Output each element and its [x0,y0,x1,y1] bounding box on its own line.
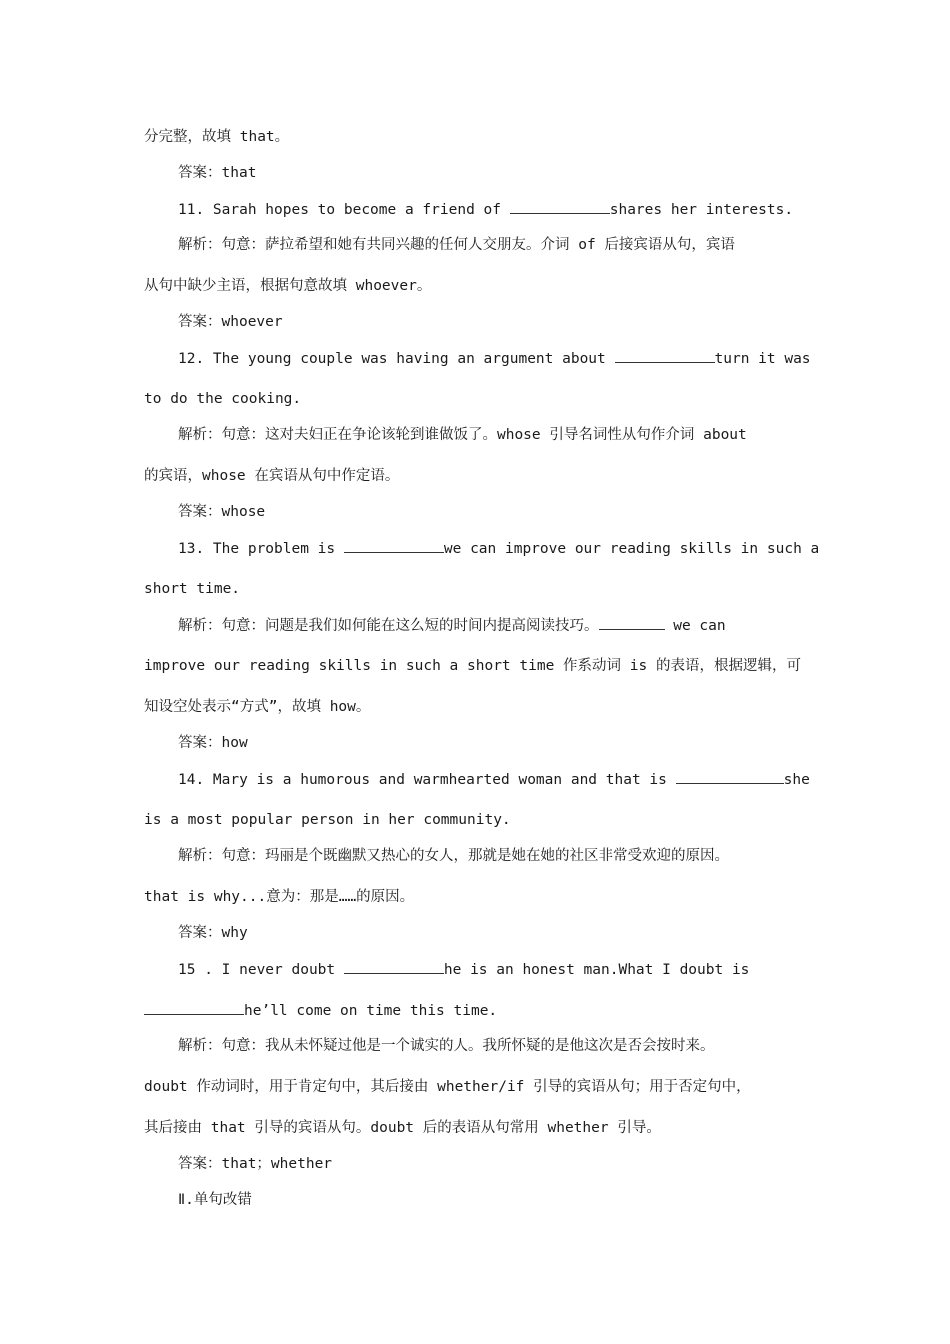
text-line: 从句中缺少主语，根据句意故填 whoever。 [144,278,432,294]
fill-blank [144,1000,244,1015]
analysis-line: 解析：句意：玛丽是个既幽默又热心的女人，那就是她在她的社区非常受欢迎的原因。 [178,848,729,864]
text-line: to do the cooking. [144,391,302,407]
section-heading: Ⅱ.单句改错 [178,1192,252,1208]
answer-line: 答案：that [178,165,257,181]
answer-line: 答案：how [178,735,248,751]
question-14 [178,769,810,790]
question-11 [178,199,793,220]
answer-line: 答案：why [178,925,248,941]
question-text: he is an honest man.What I doubt is [443,962,750,978]
question-text: 14. Mary is a humorous and warmhearted woman and that is [178,772,676,788]
text-line [144,1000,497,1021]
question-12 [178,348,811,369]
question-text: 12. The young couple was having an argument about [178,351,615,367]
answer-line: 答案：whose [178,504,266,520]
question-13 [178,538,819,559]
text-line: is a most popular person in her community. [144,812,511,828]
analysis-line: 解析：句意：这对夫妇正在争论该轮到谁做饭了。whose 引导名词性从句作介词 about [178,427,747,443]
analysis-line: 解析：句意：萨拉希望和她有共同兴趣的任何人交朋友。介词 of 后接宾语从句，宾语 [178,237,735,253]
text-line: 其后接由 that 引导的宾语从句。doubt 后的表语从句常用 whether 引导。 [144,1120,661,1136]
question-15 [178,959,749,980]
analysis-text: 解析：句意：问题是我们如何能在这么短的时间内提高阅读技巧。 [178,618,599,634]
question-text: 13. The problem is [178,541,344,557]
text-line: short time. [144,581,241,597]
analysis-line: 解析：句意：我从未怀疑过他是一个诚实的人。我所怀疑的是他这次是否会按时来。 [178,1038,715,1054]
fill-blank [510,199,610,214]
text-line: that is why...意为：那是……的原因。 [144,889,415,905]
fill-blank [615,348,715,363]
question-text: 15 . I never doubt [178,962,344,978]
text-line: 知设空处表示“方式”，故填 how。 [144,699,371,715]
question-text: turn it was [714,351,811,367]
fill-blank [599,615,665,630]
question-text: 11. Sarah hopes to become a friend of [178,202,510,218]
analysis-line [178,615,726,636]
text-line: doubt 作动词时，用于肯定句中，其后接由 whether/if 引导的宾语从句；用于否定句中， [144,1079,751,1095]
analysis-text: we can [664,618,726,634]
text-line: 分完整，故填 that。 [144,129,290,145]
text-line: 的宾语，whose 在宾语从句中作定语。 [144,468,400,484]
fill-blank [344,959,444,974]
answer-line: 答案：that；whether [178,1156,333,1172]
fill-blank [676,769,784,784]
question-text: we can improve our reading skills in such a [443,541,820,557]
fill-blank [344,538,444,553]
answer-line: 答案：whoever [178,314,283,330]
question-text: she [783,772,810,788]
question-text: shares her interests. [609,202,794,218]
text-line: improve our reading skills in such a short time 作系动词 is 的表语，根据逻辑，可 [144,658,801,674]
question-text: he’ll come on time this time. [244,1003,498,1019]
